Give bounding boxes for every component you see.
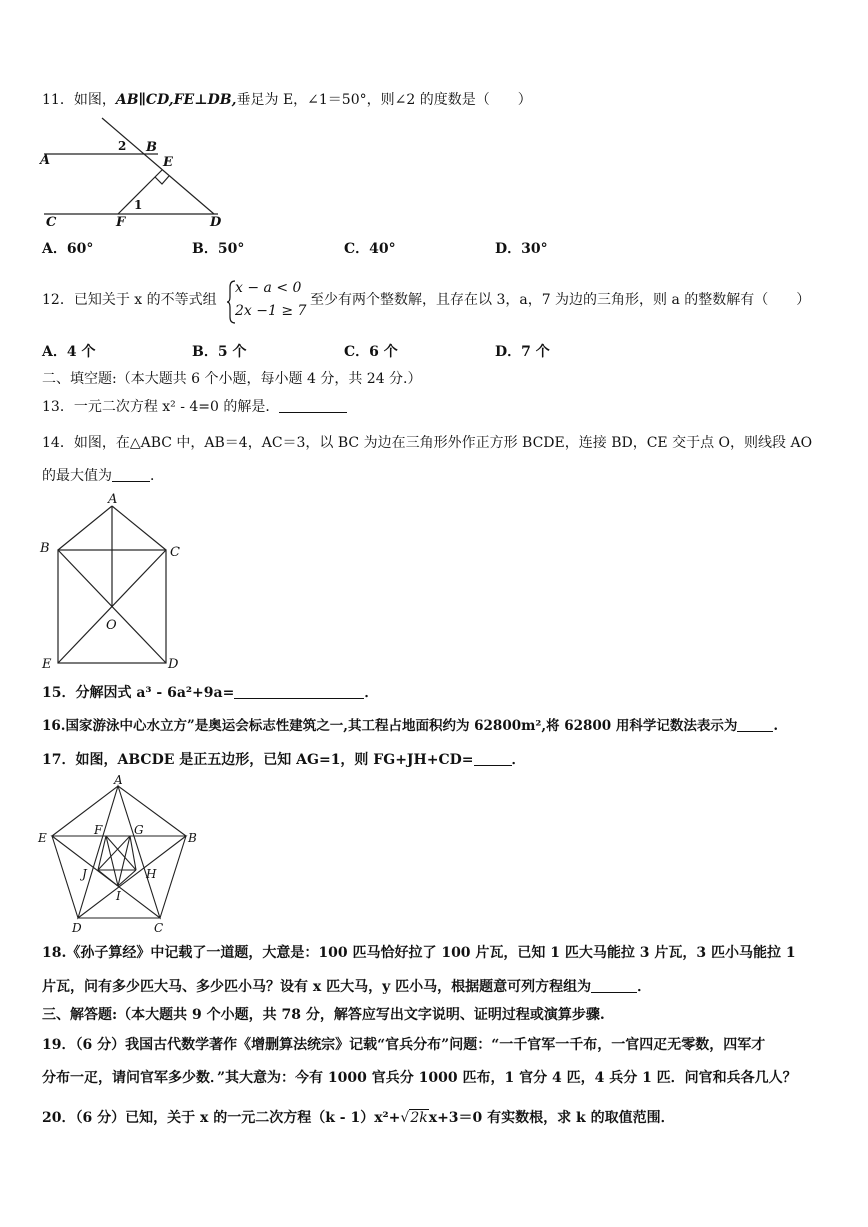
q17-figure: [36, 774, 206, 936]
q14-label-o: O: [106, 618, 117, 633]
q12-option-d: D．7 个: [495, 344, 550, 360]
q11-label-1: 1: [134, 198, 143, 212]
q12-prefix: 12．已知关于 x 的不等式组: [42, 292, 217, 308]
q18-line-2: 片瓦，问有多少匹大马、多少匹小马？设有 x 匹大马，y 匹小马，根据题意可列方程组为 ．: [42, 979, 652, 995]
q17-label-e: E: [38, 831, 47, 845]
q11-stem: 11．如图，AB∥CD,FE⊥DB,垂足为 E，∠1＝50°，则∠2 的度数是（ ）: [42, 92, 532, 108]
q14-line-1: 14．如图，在△ABC 中，AB＝4，AC＝3，以 BC 为边在三角形外作正方形 BCDE，连接 BD，CE 交于点 O，则线段 AO: [42, 435, 813, 451]
q12-ineq-2: 2x −1 ≥ 7: [235, 303, 307, 319]
q14-label-e: E: [42, 657, 52, 672]
q17-label-j: J: [82, 867, 87, 881]
q11-label-c: C: [46, 215, 57, 230]
q18-line-1: 18.《孙子算经》中记载了一道题，大意是：100 匹马恰好拉了 100 片瓦，已知 1 匹大马能拉 3 片瓦，3 匹小马能拉 1: [42, 945, 796, 961]
q12-suffix: 至少有两个整数解，且存在以 3，a，7 为边的三角形，则 a 的整数解有（ ）: [310, 292, 811, 308]
q17-label-g: G: [134, 823, 144, 837]
q14-label-b: B: [40, 541, 50, 556]
q11-option-b: B．50°: [192, 241, 245, 257]
q17-blank: [474, 751, 512, 766]
q17-label-a: A: [114, 774, 123, 787]
q14-figure: [36, 490, 196, 672]
q16-blank: [737, 717, 773, 732]
q13: 13．一元二次方程 x² - 4=0 的解是．: [42, 397, 347, 417]
q20-radicand: 2k: [410, 1110, 428, 1126]
q17-label-i: I: [116, 889, 121, 903]
q11-label-b: B: [146, 140, 157, 155]
q12-option-a: A．4 个: [42, 344, 96, 360]
q11-label-f: F: [116, 215, 126, 230]
q16: 16.国家游泳中心水立方”是奥运会标志性建筑之一,其工程占地面积约为 62800m²,将 62800 用科学记数法表示为 .: [42, 718, 779, 734]
q13-blank: [279, 398, 347, 413]
section-2-heading: 二、填空题:（本大题共 6 个小题，每小题 4 分，共 24 分.）: [42, 371, 422, 387]
q11-figure: [38, 114, 228, 232]
q17: 17．如图，ABCDE 是正五边形，已知 AG=1，则 FG+JH+CD= ．: [42, 752, 526, 768]
q14-blank: [112, 467, 150, 482]
section-3-heading: 三、解答题:（本大题共 9 个小题，共 78 分，解答应写出文字说明、证明过程或演算步骤.: [42, 1007, 605, 1023]
q14-label-d: D: [168, 657, 179, 672]
q17-label-h: H: [146, 867, 157, 881]
q17-label-b: B: [188, 831, 197, 845]
q15: 15．分解因式 a³ - 6a²+9a= ．: [42, 685, 379, 701]
q14-line-2: 的最大值为 ．: [42, 468, 164, 484]
q17-label-f: F: [94, 823, 103, 837]
q20: 20．（6 分）已知，关于 x 的一元二次方程（k - 1）x²+√2kx+3＝0 有实数根，求 k 的取值范围．: [42, 1110, 675, 1126]
q11-option-c: C．40°: [344, 241, 396, 257]
q11-label-a: A: [40, 153, 51, 168]
q19-line-1: 19．（6 分）我国古代数学著作《增删算法统宗》记载“官兵分布”问题：“一千官军一千布，一官四疋无零数，四军才: [42, 1037, 766, 1053]
q17-label-d: D: [72, 921, 82, 935]
q15-blank: [234, 684, 364, 699]
q19-line-2: 分布一疋，请问官军多少数．”其大意为：今有 1000 官兵分 1000 匹布，1 官分 4 匹，4 兵分 1 匹．问官和兵各几人？: [42, 1070, 797, 1086]
q18-blank: [591, 978, 637, 993]
q11-option-d: D．30°: [495, 241, 548, 257]
q11-label-2: 2: [118, 139, 127, 153]
q11-option-a: A．60°: [42, 241, 94, 257]
q12-option-b: B．5 个: [192, 344, 247, 360]
q14-label-a: A: [108, 492, 118, 507]
q11-label-e: E: [163, 155, 173, 170]
q12-option-c: C．6 个: [344, 344, 398, 360]
q11-label-d: D: [210, 215, 222, 230]
q17-label-c: C: [154, 921, 164, 935]
q12-inequality-system: [227, 279, 307, 325]
sqrt-sign-icon: √: [400, 1110, 410, 1126]
q14-label-c: C: [170, 545, 180, 560]
q12-ineq-1: x − a < 0: [235, 280, 302, 296]
